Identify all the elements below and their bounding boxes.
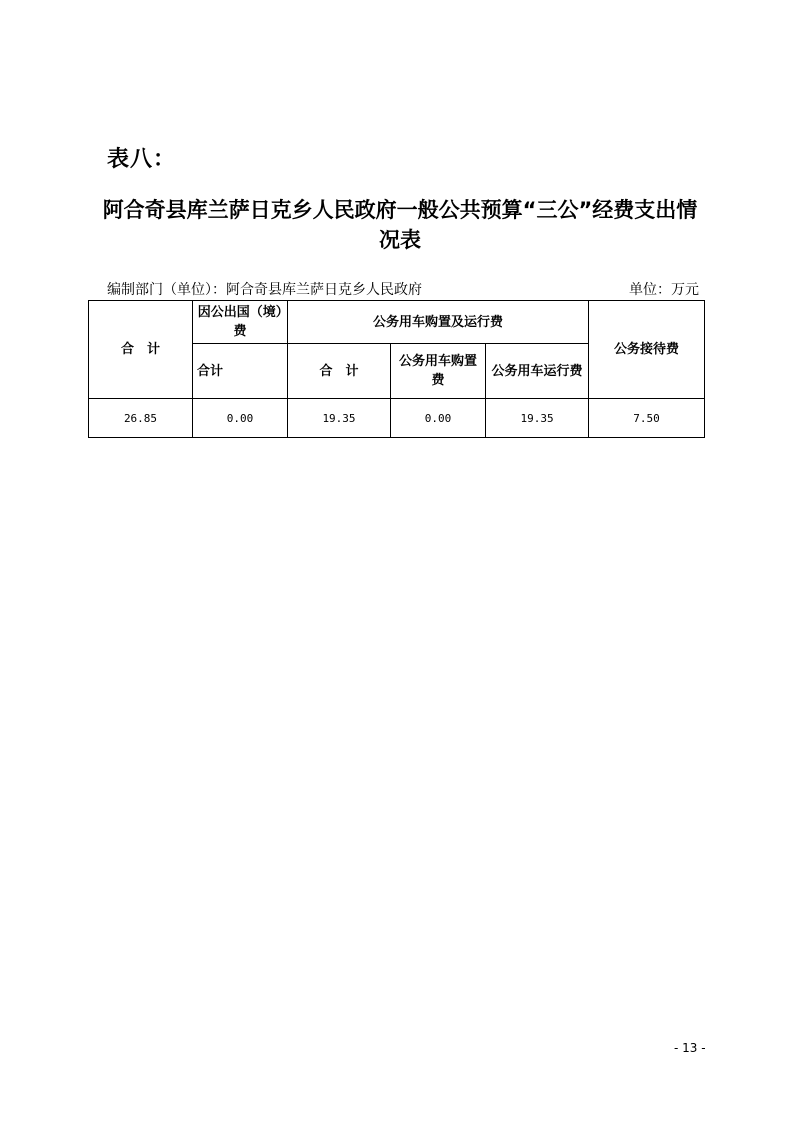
header-total: 合 计 bbox=[89, 301, 193, 399]
expense-table bbox=[88, 300, 705, 438]
header-abroad: 因公出国（境）费 bbox=[193, 301, 288, 344]
value-reception: 7.50 bbox=[589, 399, 705, 438]
compiler-text: 编制部门（单位）：阿合奇县库兰萨日克乡人民政府 bbox=[107, 282, 422, 298]
header-vehicle-total: 合 计 bbox=[288, 344, 391, 399]
value-total: 26.85 bbox=[89, 399, 193, 438]
header-vehicle-group: 公务用车购置及运行费 bbox=[288, 301, 589, 344]
value-vehicle-operation: 19.35 bbox=[486, 399, 589, 438]
table-row bbox=[89, 399, 705, 438]
value-vehicle-total: 19.35 bbox=[288, 399, 391, 438]
table-meta bbox=[107, 279, 699, 299]
header-row-1 bbox=[89, 301, 705, 344]
page-number: - 13 - bbox=[674, 1041, 706, 1055]
header-vehicle-operation: 公务用车运行费 bbox=[486, 344, 589, 399]
header-reception: 公务接待费 bbox=[589, 301, 705, 399]
unit-text: 单位：万元 bbox=[629, 282, 699, 298]
table-label: 表八： bbox=[107, 147, 177, 172]
value-vehicle-purchase: 0.00 bbox=[391, 399, 486, 438]
header-abroad-sub: 合计 bbox=[193, 344, 288, 399]
header-vehicle-purchase: 公务用车购置费 bbox=[391, 344, 486, 399]
value-abroad: 0.00 bbox=[193, 399, 288, 438]
page-title: 阿合奇县库兰萨日克乡人民政府一般公共预算“三公”经费支出情况表 bbox=[102, 198, 698, 252]
